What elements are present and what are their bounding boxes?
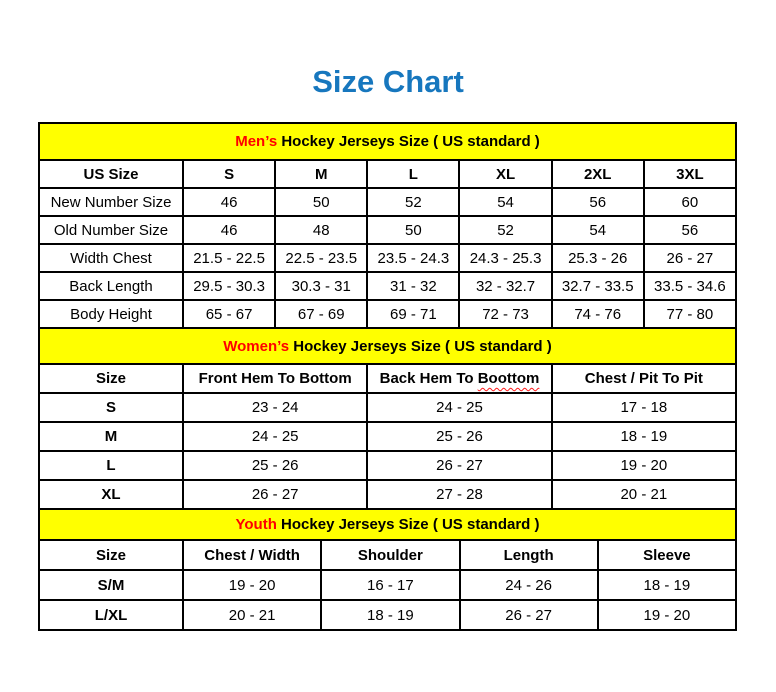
- mens-row-label-new-number-size: New Number Size: [39, 188, 183, 216]
- youth-row-label-s-m: S/M: [39, 570, 183, 600]
- mens-row-label-body-height: Body Height: [39, 300, 183, 328]
- youth-l-xl-value-2: 26 - 27: [460, 600, 598, 630]
- mens-back-length-value-5: 33.5 - 34.6: [644, 272, 736, 300]
- womens-row-label-s: S: [39, 393, 183, 422]
- mens-header-row: [39, 160, 736, 188]
- mens-width-chest-value-5: 26 - 27: [644, 244, 736, 272]
- youth-section-banner: [39, 509, 736, 540]
- mens-width-chest-value-4: 25.3 - 26: [552, 244, 644, 272]
- mens-old-number-size-value-3: 52: [459, 216, 551, 244]
- womens-row-xl: [39, 480, 736, 509]
- youth-s-m-value-1: 16 - 17: [321, 570, 459, 600]
- youth-banner-row: [39, 509, 736, 540]
- womens-row-label-xl: XL: [39, 480, 183, 509]
- mens-banner-highlight-word: Men’s: [235, 133, 278, 150]
- youth-l-xl-value-1: 18 - 19: [321, 600, 459, 630]
- mens-row-label-back-length: Back Length: [39, 272, 183, 300]
- womens-m-value-0: 24 - 25: [183, 422, 367, 451]
- youth-header-row: [39, 540, 736, 570]
- womens-m-value-1: 25 - 26: [367, 422, 551, 451]
- mens-row-old-number-size: [39, 216, 736, 244]
- womens-section-banner: [39, 328, 736, 364]
- youth-column-header-chest-width: Chest / Width: [183, 540, 321, 570]
- mens-body-height-value-1: 67 - 69: [275, 300, 367, 328]
- womens-column-header-chest-pit-to-pit: Chest / Pit To Pit: [552, 364, 736, 393]
- youth-column-header-sleeve: Sleeve: [598, 540, 736, 570]
- mens-body-height-value-5: 77 - 80: [644, 300, 736, 328]
- youth-banner-highlight-word: Youth: [235, 516, 277, 533]
- mens-width-chest-value-1: 22.5 - 23.5: [275, 244, 367, 272]
- mens-width-chest-value-0: 21.5 - 22.5: [183, 244, 275, 272]
- mens-new-number-size-value-2: 52: [367, 188, 459, 216]
- mens-new-number-size-value-4: 56: [552, 188, 644, 216]
- mens-old-number-size-value-1: 48: [275, 216, 367, 244]
- womens-xl-value-1: 27 - 28: [367, 480, 551, 509]
- youth-l-xl-value-3: 19 - 20: [598, 600, 736, 630]
- mens-row-body-height: [39, 300, 736, 328]
- womens-xl-value-2: 20 - 21: [552, 480, 736, 509]
- mens-row-back-length: [39, 272, 736, 300]
- mens-back-length-value-4: 32.7 - 33.5: [552, 272, 644, 300]
- youth-row-l-xl: [39, 600, 736, 630]
- size-tables: [38, 122, 737, 631]
- womens-banner-row: [39, 328, 736, 364]
- youth-column-header-size: Size: [39, 540, 183, 570]
- mens-row-new-number-size: [39, 188, 736, 216]
- mens-row-label-old-number-size: Old Number Size: [39, 216, 183, 244]
- womens-row-l: [39, 451, 736, 480]
- mens-size-table: [38, 122, 737, 329]
- youth-banner-text: Hockey Jerseys Size ( US standard ): [276, 516, 540, 533]
- youth-column-header-shoulder: Shoulder: [321, 540, 459, 570]
- youth-column-header-length: Length: [460, 540, 598, 570]
- youth-s-m-value-3: 18 - 19: [598, 570, 736, 600]
- page-title: Size Chart: [312, 64, 464, 99]
- womens-banner-text: Hockey Jerseys Size ( US standard ): [289, 337, 552, 355]
- womens-row-label-l: L: [39, 451, 183, 480]
- womens-row-m: [39, 422, 736, 451]
- mens-column-header-s: S: [183, 160, 275, 188]
- mens-column-header-2xl: 2XL: [552, 160, 644, 188]
- mens-back-length-value-2: 31 - 32: [367, 272, 459, 300]
- womens-l-value-0: 25 - 26: [183, 451, 367, 480]
- mens-banner-row: [39, 123, 736, 160]
- mens-column-header-us-size: US Size: [39, 160, 183, 188]
- womens-s-value-1: 24 - 25: [367, 393, 551, 422]
- womens-xl-value-0: 26 - 27: [183, 480, 367, 509]
- womens-s-value-0: 23 - 24: [183, 393, 367, 422]
- mens-width-chest-value-2: 23.5 - 24.3: [367, 244, 459, 272]
- mens-row-label-width-chest: Width Chest: [39, 244, 183, 272]
- mens-back-length-value-0: 29.5 - 30.3: [183, 272, 275, 300]
- mens-old-number-size-value-0: 46: [183, 216, 275, 244]
- womens-m-value-2: 18 - 19: [552, 422, 736, 451]
- womens-l-value-1: 26 - 27: [367, 451, 551, 480]
- youth-s-m-value-2: 24 - 26: [460, 570, 598, 600]
- womens-row-label-m: M: [39, 422, 183, 451]
- womens-l-value-2: 19 - 20: [552, 451, 736, 480]
- womens-s-value-2: 17 - 18: [552, 393, 736, 422]
- youth-row-s-m: [39, 570, 736, 600]
- mens-body-height-value-0: 65 - 67: [183, 300, 275, 328]
- misspelled-word: Boottom: [477, 370, 540, 387]
- mens-old-number-size-value-4: 54: [552, 216, 644, 244]
- youth-size-table: [38, 508, 737, 631]
- mens-width-chest-value-3: 24.3 - 25.3: [459, 244, 551, 272]
- womens-header-row: [39, 364, 736, 393]
- mens-back-length-value-1: 30.3 - 31: [275, 272, 367, 300]
- womens-column-header-size: Size: [39, 364, 183, 393]
- womens-banner-highlight-word: Women’s: [223, 337, 290, 355]
- mens-body-height-value-4: 74 - 76: [552, 300, 644, 328]
- mens-column-header-xl: XL: [459, 160, 551, 188]
- mens-old-number-size-value-2: 50: [367, 216, 459, 244]
- youth-row-label-l-xl: L/XL: [39, 600, 183, 630]
- mens-row-width-chest: [39, 244, 736, 272]
- womens-size-table: [38, 327, 737, 510]
- youth-s-m-value-0: 19 - 20: [183, 570, 321, 600]
- mens-body-height-value-3: 72 - 73: [459, 300, 551, 328]
- mens-column-header-m: M: [275, 160, 367, 188]
- womens-column-header-back-hem-to-boottom: Back Hem To Boottom: [367, 364, 551, 393]
- mens-banner-text: Hockey Jerseys Size ( US standard ): [277, 133, 540, 150]
- mens-section-banner: [39, 123, 736, 160]
- womens-row-s: [39, 393, 736, 422]
- mens-new-number-size-value-1: 50: [275, 188, 367, 216]
- mens-old-number-size-value-5: 56: [644, 216, 736, 244]
- mens-column-header-3xl: 3XL: [644, 160, 736, 188]
- mens-new-number-size-value-3: 54: [459, 188, 551, 216]
- mens-new-number-size-value-5: 60: [644, 188, 736, 216]
- mens-new-number-size-value-0: 46: [183, 188, 275, 216]
- mens-column-header-l: L: [367, 160, 459, 188]
- womens-column-header-front-hem-to-bottom: Front Hem To Bottom: [183, 364, 367, 393]
- youth-l-xl-value-0: 20 - 21: [183, 600, 321, 630]
- mens-body-height-value-2: 69 - 71: [367, 300, 459, 328]
- mens-back-length-value-3: 32 - 32.7: [459, 272, 551, 300]
